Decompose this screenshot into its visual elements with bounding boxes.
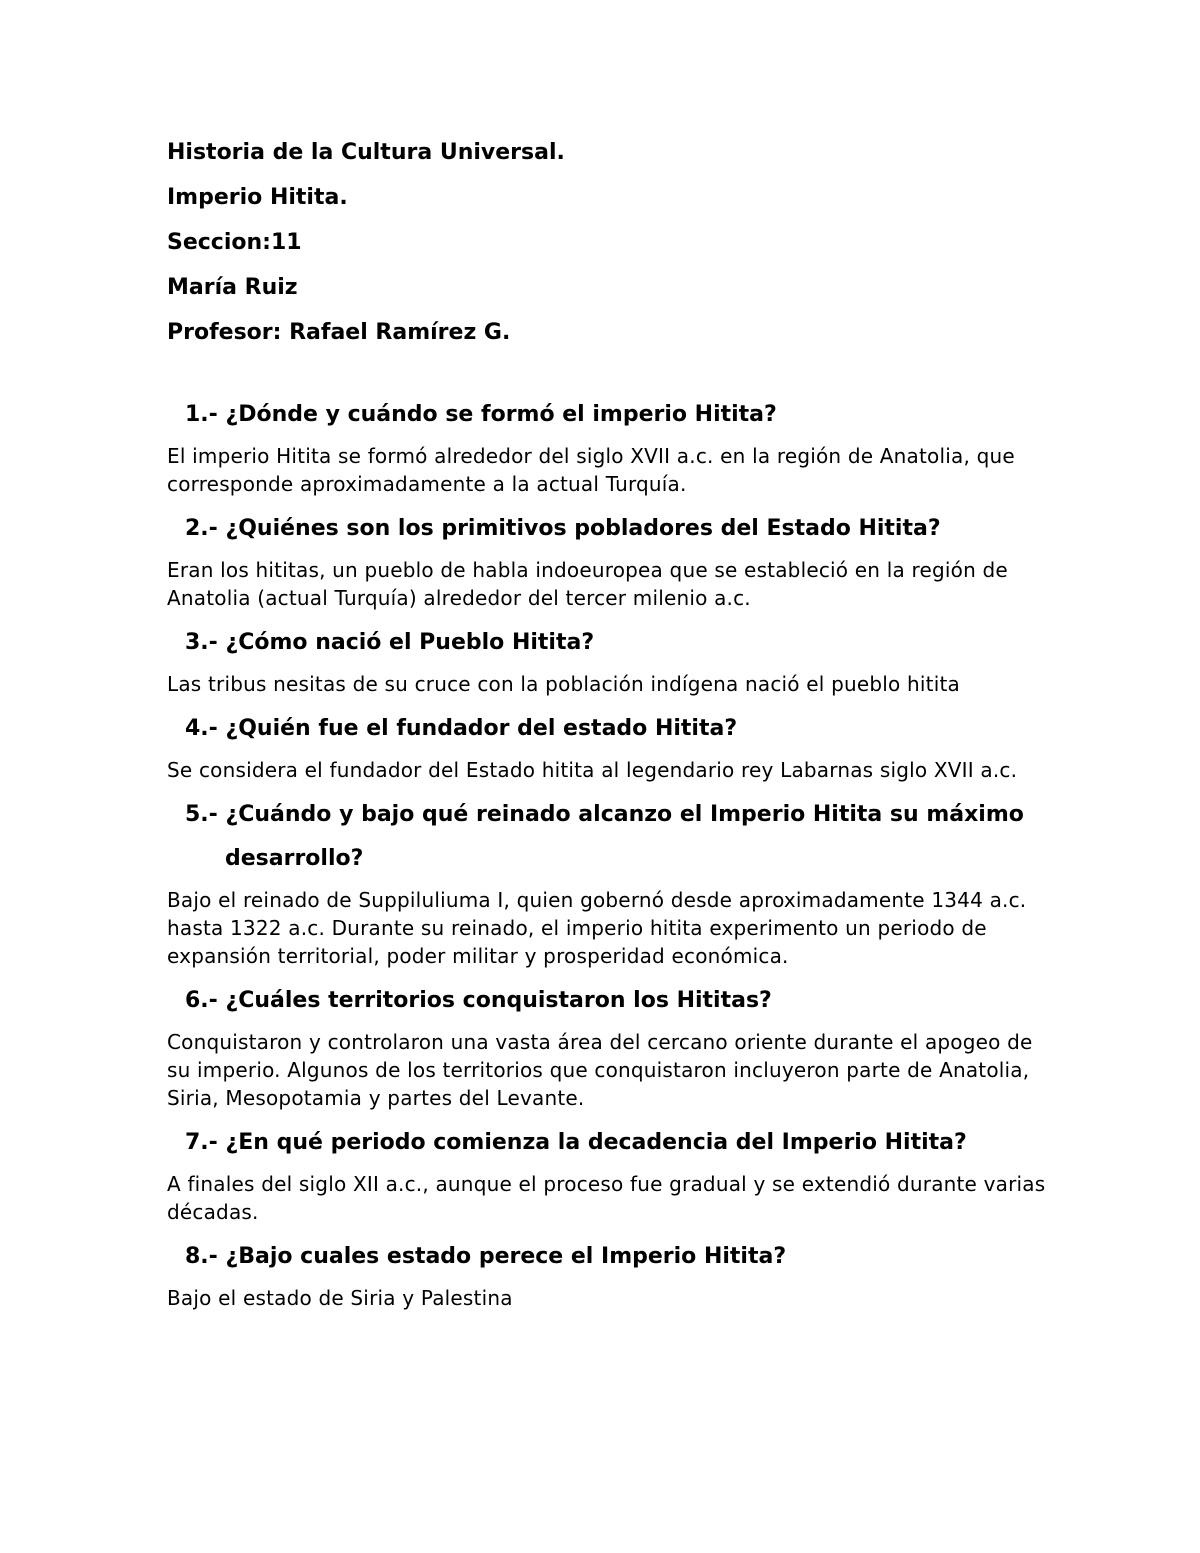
question-text: ¿En qué periodo comienza la decadencia del Imperio Hitita? [225,1130,967,1155]
document-header [167,138,1047,348]
answer-text: A finales del siglo XII a.c., aunque el proceso fue gradual y se extendió durante varias décadas. [167,1172,1046,1224]
question-text: ¿Quiénes son los primitivos pobladores del Estado Hitita? [225,516,941,541]
question-continuation: desarrollo? [225,846,364,871]
question-text: ¿Cuáles territorios conquistaron los Hititas? [225,988,772,1013]
question-text: ¿Cómo nació el Pueblo Hitita? [225,630,595,655]
question-number: 5.- [185,802,218,827]
answer-text: El imperio Hitita se formó alrededor del siglo XVII a.c. en la región de Anatolia, que corresponde aproximadamente a la actual Turquía. [167,444,1015,496]
question-number: 8.- [185,1244,218,1269]
question-number: 4.- [185,716,218,741]
teacher-name: Profesor: Rafael Ramírez G. [167,320,511,345]
answer-text: Las tribus nesitas de su cruce con la población indígena nació el pueblo hitita [167,672,960,696]
document-content [167,138,1047,1328]
question-block-7 [167,1128,1047,1226]
answer-text: Conquistaron y controlaron una vasta área del cercano oriente durante el apogeo de su imperio. Algunos de los territorios que conquistaron incluyeron parte de Anatolia, Siria, Mesopotamia y partes del Levante. [167,1030,1033,1110]
topic-title: Imperio Hitita. [167,185,348,210]
question-text: ¿Cuándo y bajo qué reinado alcanzo el Imperio Hitita su máximo [225,802,1024,827]
answer-text: Eran los hititas, un pueblo de habla indoeuropea que se estableció en la región de Anatolia (actual Turquía) alrededor del tercer milenio a.c. [167,558,1008,610]
question-number: 1.- [185,402,218,427]
question-heading [167,714,1047,744]
student-name: María Ruiz [167,275,298,300]
question-block-3 [167,628,1047,698]
question-number: 7.- [185,1130,218,1155]
question-block-1 [167,400,1047,498]
question-number: 6.- [185,988,218,1013]
question-heading [167,400,1047,430]
question-text: ¿Quién fue el fundador del estado Hitita? [225,716,738,741]
question-block-4 [167,714,1047,784]
question-heading [167,800,1047,830]
answer-text: Se considera el fundador del Estado hitita al legendario rey Labarnas siglo XVII a.c. [167,758,1018,782]
question-heading [167,986,1047,1016]
course-title: Historia de la Cultura Universal. [167,140,565,165]
question-heading [167,1242,1047,1272]
question-number: 2.- [185,516,218,541]
question-block-2 [167,514,1047,612]
question-block-5 [167,800,1047,970]
question-heading [167,628,1047,658]
question-heading [167,514,1047,544]
question-block-6 [167,986,1047,1112]
question-number: 3.- [185,630,218,655]
section-label: Seccion:11 [167,230,302,255]
question-block-8 [167,1242,1047,1312]
question-text: ¿Dónde y cuándo se formó el imperio Hitita? [225,402,777,427]
answer-text: Bajo el estado de Siria y Palestina [167,1286,513,1310]
answer-text: Bajo el reinado de Suppiluliuma I, quien gobernó desde aproximadamente 1344 a.c. hasta 1322 a.c. Durante su reinado, el imperio hitita experimento un periodo de expansión territorial, poder militar y prosperidad económica. [167,888,1027,968]
question-heading [167,1128,1047,1158]
question-text: ¿Bajo cuales estado perece el Imperio Hitita? [225,1244,787,1269]
